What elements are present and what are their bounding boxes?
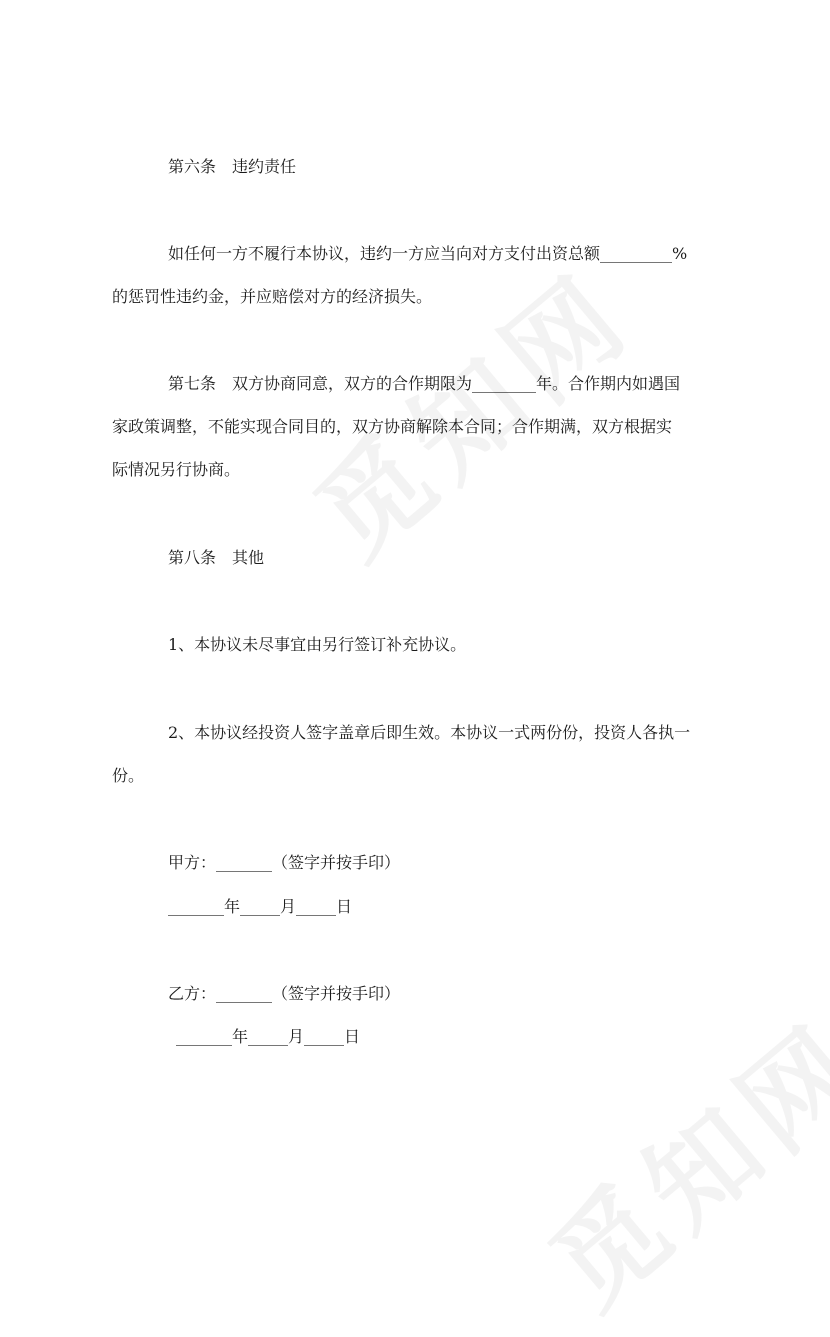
party-b-date: _______年_____月_____日 bbox=[176, 1027, 361, 1046]
party-a-date: _______年_____月_____日 bbox=[168, 897, 353, 916]
article6-heading: 第六条 违约责任 bbox=[168, 157, 297, 176]
article7-line2: 家政策调整，不能实现合同目的，双方协商解除本合同；合作期满，双方根据实 bbox=[112, 417, 673, 436]
party-b-signature: 乙方：_______（签字并按手印） bbox=[168, 984, 401, 1003]
article8-item1: 1、本协议未尽事宜由另行签订补充协议。 bbox=[168, 635, 467, 654]
article8-item2-line1: 2、本协议经投资人签字盖章后即生效。本协议一式两份份，投资人各执一 bbox=[168, 723, 691, 742]
article8-item2-line2: 份。 bbox=[112, 766, 145, 785]
article6-paragraph-line1: 如任何一方不履行本协议，违约一方应当向对方支付出资总额_________% bbox=[168, 244, 688, 263]
article7-line1: 第七条 双方协商同意，双方的合作期限为________年。合作期内如遇国 bbox=[168, 374, 681, 393]
article8-heading: 第八条 其他 bbox=[168, 548, 265, 567]
article6-paragraph-line2: 的惩罚性违约金，并应赔偿对方的经济损失。 bbox=[112, 287, 433, 306]
watermark-bottom bbox=[512, 981, 830, 1337]
watermark bbox=[277, 231, 659, 587]
party-a-signature: 甲方：_______（签字并按手印） bbox=[168, 853, 401, 872]
article7-line3: 际情况另行协商。 bbox=[112, 460, 241, 479]
